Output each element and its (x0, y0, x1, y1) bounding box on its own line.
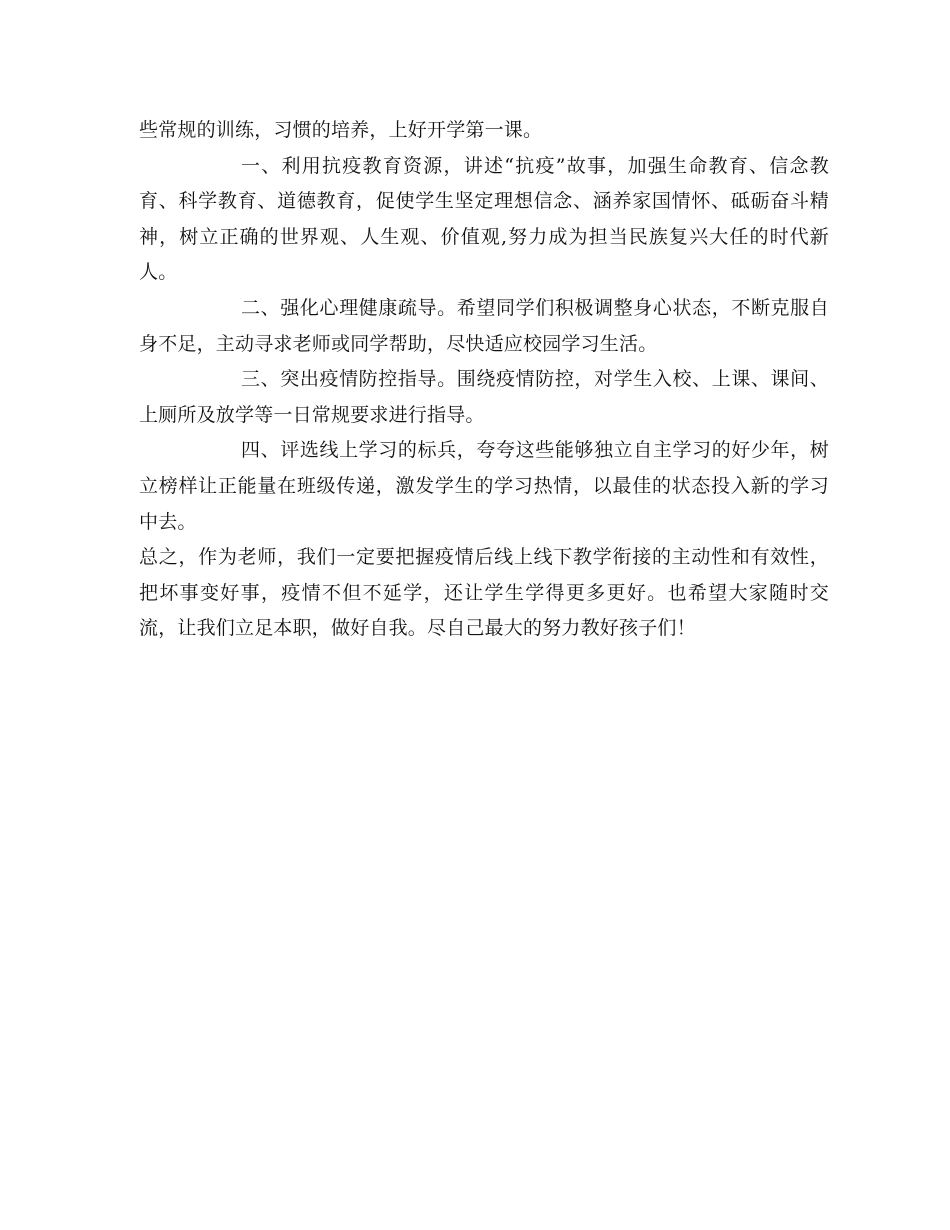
paragraph-conclusion: 总之，作为老师，我们一定要把握疫情后线上线下教学衔接的主动性和有效性，把坏事变好事，疫情不但不延学，还让学生学得更多更好。也希望大家随时交流，让我们立足本职，做好自我。尽自己最大的努力教好孩子们！ (139, 546, 829, 640)
paragraph-item-1: 一、利用抗疫教育资源，讲述“抗疫”故事，加强生命教育、信念教育、科学教育、道德教育，促使学生坚定理想信念、涵养家国情怀、砥砺奋斗精神，树立正确的世界观、人生观、价值观,努力成为担当民族复兴大任的时代新人。 (139, 154, 829, 284)
paragraph-item-2: 二、强化心理健康疏导。希望同学们积极调整身心状态，不断克服自身不足，主动寻求老师或同学帮助，尽快适应校园学习生活。 (139, 296, 829, 355)
paragraph-item-3: 三、突出疫情防控指导。围绕疫情防控，对学生入校、上课、课间、上厕所及放学等一日常规要求进行指导。 (139, 368, 829, 426)
document-body (139, 113, 829, 647)
paragraph-item-4: 四、评选线上学习的标兵，夸夸这些能够独立自主学习的好少年，树立榜样让正能量在班级传递，激发学生的学习热情，以最佳的状态投入新的学习中去。 (139, 439, 829, 533)
paragraph-continuation: 些常规的训练，习惯的培养，上好开学第一课。 (139, 119, 543, 141)
